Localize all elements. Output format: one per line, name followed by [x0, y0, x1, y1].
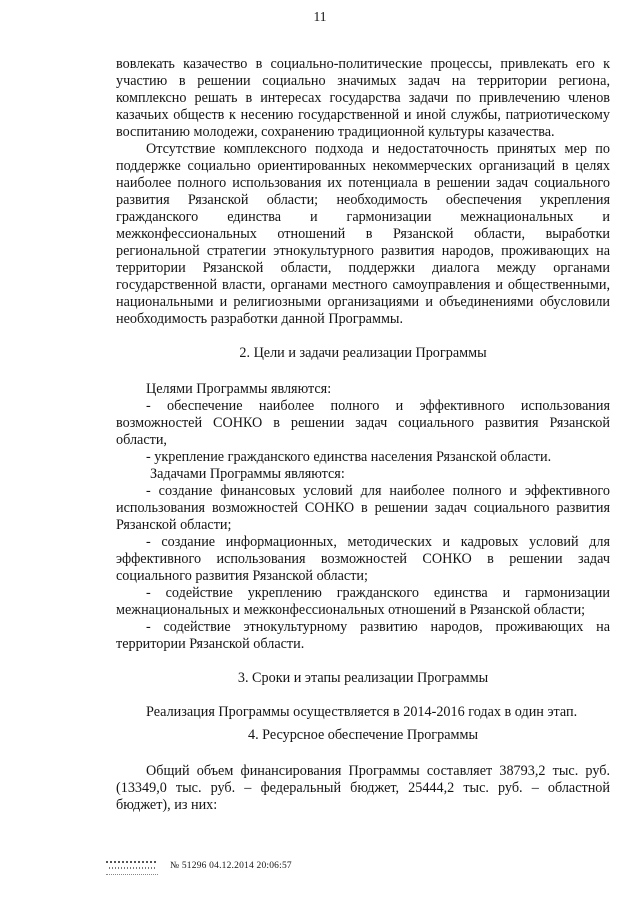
section-3-text: Реализация Программы осуществляется в 2014-2016 годах в один этап.: [146, 704, 578, 720]
paragraph-cossacks: вовлекать казачество в социально-политические процессы, привлекать его к участию в решении социально значимых задач на территории региона, комплексно решать в интересах государства задачи по привлечению членов казачьих обществ к несению государственной и иной службы, патриотическому воспитанию молодежи, сохранению традиционной культуры казачества.: [116, 56, 610, 140]
task-item: - создание финансовых условий для наиболее полного и эффективного использования возможностей СОНКО в решении задач социального развития Рязанской области;: [116, 483, 610, 533]
task-item: - содействие укреплению гражданского единства и гармонизации межнациональных и межконфессиональных отношений в Рязанской области;: [116, 585, 610, 618]
section-2-heading: 2. Цели и задачи реализации Программы: [239, 345, 487, 361]
task-item: - содействие этнокультурному развитию народов, проживающих на территории Рязанской области.: [116, 619, 610, 652]
task-item: - создание информационных, методических и кадровых условий для эффективного использования возможностей СОНКО в решении задач социального развития Рязанской области;: [116, 534, 610, 584]
registration-number: № 51296 04.12.2014 20:06:57: [170, 861, 292, 871]
goal-item: - укрепление гражданского единства населения Рязанской области.: [146, 449, 552, 465]
goal-item: - обеспечение наиболее полного и эффективного использования возможностей СОНКО в решении задач социального развития Рязанской области,: [116, 398, 610, 448]
registration-footer: [106, 856, 292, 876]
registry-stamp-icon: [106, 858, 158, 875]
document-body: [116, 56, 610, 814]
section-4-text: Общий объем финансирования Программы составляет 38793,2 тыс. руб. (13349,0 тыс. руб. – федеральный бюджет, 25444,2 тыс. руб. – областной бюджет), из них:: [116, 763, 610, 813]
page-number: 11: [313, 9, 327, 24]
goals-intro: Целями Программы являются:: [146, 381, 332, 397]
section-3-heading: 3. Сроки и этапы реализации Программы: [237, 670, 489, 686]
paragraph-rationale: Отсутствие комплексного подхода и недостаточность принятых мер по поддержке социально ориентированных некоммерческих организаций в целях наиболее полного использования их потенциала в решении задач социального развития Рязанской области; необходимость обеспечения укрепления гражданского единства и гармонизации межнациональных и межконфессиональных отношений в Рязанской области, выработки региональной стратегии этнокультурного развития народов, проживающих на территории Рязанской области, поддержки диалога между органами государственной власти, органами местного самоуправления и общественными, национальными и религиозными организациями и объединениями обусловили необходимость разработки данной Программы.: [116, 141, 610, 327]
tasks-intro: Задачами Программы являются:: [150, 466, 345, 482]
section-4-heading: 4. Ресурсное обеспечение Программы: [247, 727, 479, 743]
